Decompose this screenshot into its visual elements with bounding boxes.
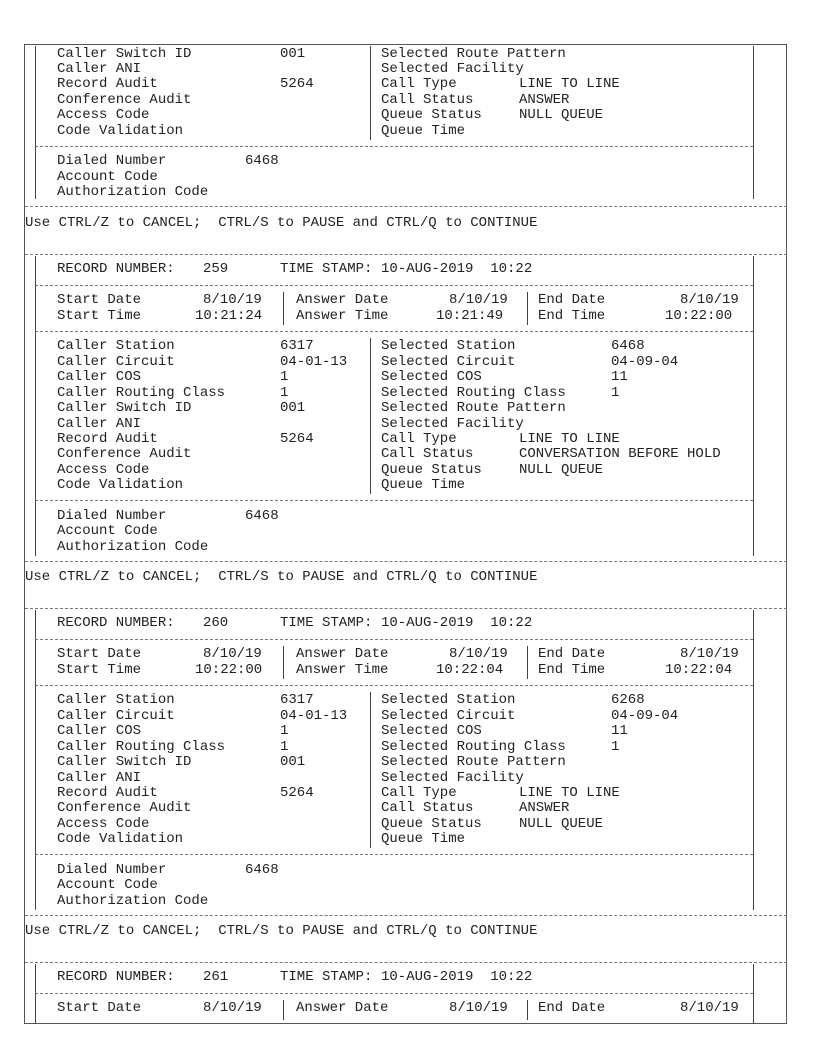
call-type-label: Call Type [381, 431, 457, 447]
caller-cos-label: Caller COS [57, 369, 142, 385]
separator-line [35, 500, 753, 501]
dialed-number-label: Dialed Number [57, 508, 167, 524]
separator-line [35, 146, 753, 147]
answer-time-value: 10:22:04 [436, 662, 504, 678]
caller-station-value: 6317 [280, 692, 314, 708]
end-date-label: End Date [538, 646, 606, 662]
caller-station-label: Caller Station [57, 692, 175, 708]
time-stamp-label: TIME STAMP: [280, 615, 373, 631]
call-status-value: ANSWER [519, 92, 570, 108]
caller-cos-value: 1 [280, 369, 289, 385]
selected-station-value: 6468 [611, 338, 645, 354]
selected-cos-label: Selected COS [381, 723, 482, 739]
caller-routing-class-value: 1 [280, 385, 289, 401]
record-audit-value: 5264 [280, 431, 314, 447]
selected-cos-value: 11 [611, 723, 628, 739]
start-date-label: Start Date [57, 1000, 142, 1016]
selected-route-pattern-label: Selected Route Pattern [381, 400, 566, 416]
conference-audit-label: Conference Audit [57, 800, 192, 816]
column-divider [527, 292, 528, 325]
end-date-value: 8/10/19 [680, 646, 739, 662]
end-time-label: End Time [538, 308, 606, 324]
selected-facility-label: Selected Facility [381, 61, 524, 77]
record-number-label: RECORD NUMBER: [57, 261, 175, 277]
account-code-label: Account Code [57, 523, 158, 539]
column-divider [283, 292, 284, 325]
selected-facility-label: Selected Facility [381, 770, 524, 786]
caller-circuit-value: 04-01-13 [280, 354, 348, 370]
box-border [35, 610, 36, 910]
authorization-code-label: Authorization Code [57, 184, 209, 200]
end-date-value: 8/10/19 [680, 292, 739, 308]
answer-date-label: Answer Date [296, 292, 389, 308]
code-validation-label: Code Validation [57, 831, 184, 847]
selected-station-label: Selected Station [381, 692, 516, 708]
selected-routing-class-label: Selected Routing Class [381, 385, 566, 401]
call-type-label: Call Type [381, 76, 457, 92]
dialed-number-value: 6468 [245, 862, 279, 878]
answer-date-value: 8/10/19 [449, 646, 508, 662]
column-divider [283, 1000, 284, 1020]
selected-circuit-value: 04-09-04 [611, 708, 679, 724]
answer-date-label: Answer Date [296, 646, 389, 662]
selected-routing-class-value: 1 [611, 739, 620, 755]
time-stamp-value: 10-AUG-2019 10:22 [381, 615, 533, 631]
caller-switch-id-value: 001 [280, 400, 306, 416]
column-divider [370, 46, 371, 140]
record-number-value: 261 [203, 969, 229, 985]
queue-status-value: NULL QUEUE [519, 816, 604, 832]
call-type-value: LINE TO LINE [519, 785, 620, 801]
box-border [753, 964, 754, 1024]
authorization-code-label: Authorization Code [57, 539, 209, 555]
separator-line [35, 854, 753, 855]
start-time-value: 10:22:00 [195, 662, 263, 678]
conference-audit-label: Conference Audit [57, 92, 192, 108]
separator-line [25, 915, 787, 916]
call-status-value: CONVERSATION BEFORE HOLD [519, 446, 721, 462]
caller-routing-class-value: 1 [280, 739, 289, 755]
record-number-value: 259 [203, 261, 229, 277]
box-border [753, 46, 754, 199]
conference-audit-label: Conference Audit [57, 446, 192, 462]
box-border [753, 610, 754, 910]
access-code-label: Access Code [57, 816, 150, 832]
separator-line [25, 206, 787, 207]
selected-cos-value: 11 [611, 369, 628, 385]
caller-circuit-label: Caller Circuit [57, 354, 175, 370]
queue-status-value: NULL QUEUE [519, 462, 604, 478]
account-code-label: Account Code [57, 169, 158, 185]
separator-line [35, 285, 753, 286]
caller-switch-id-value: 001 [280, 46, 306, 62]
caller-switch-id-label: Caller Switch ID [57, 754, 192, 770]
caller-ani-label: Caller ANI [57, 770, 142, 786]
caller-switch-id-label: Caller Switch ID [57, 400, 192, 416]
queue-status-label: Queue Status [381, 816, 482, 832]
answer-date-value: 8/10/19 [449, 1000, 508, 1016]
caller-circuit-value: 04-01-13 [280, 708, 348, 724]
end-date-value: 8/10/19 [680, 1000, 739, 1016]
selected-route-pattern-label: Selected Route Pattern [381, 754, 566, 770]
record-audit-label: Record Audit [57, 785, 158, 801]
record-audit-label: Record Audit [57, 431, 158, 447]
time-stamp-value: 10-AUG-2019 10:22 [381, 969, 533, 985]
column-divider [527, 1000, 528, 1020]
caller-station-value: 6317 [280, 338, 314, 354]
column-divider [527, 646, 528, 679]
selected-facility-label: Selected Facility [381, 416, 524, 432]
end-date-label: End Date [538, 292, 606, 308]
caller-cos-value: 1 [280, 723, 289, 739]
code-validation-label: Code Validation [57, 477, 184, 493]
record-number-label: RECORD NUMBER: [57, 615, 175, 631]
selected-routing-class-label: Selected Routing Class [381, 739, 566, 755]
call-type-value: LINE TO LINE [519, 76, 620, 92]
column-divider [370, 692, 371, 848]
time-stamp-value: 10-AUG-2019 10:22 [381, 261, 533, 277]
end-date-label: End Date [538, 1000, 606, 1016]
queue-status-label: Queue Status [381, 462, 482, 478]
answer-date-value: 8/10/19 [449, 292, 508, 308]
column-divider [370, 338, 371, 494]
selected-circuit-label: Selected Circuit [381, 354, 516, 370]
start-date-label: Start Date [57, 292, 142, 308]
answer-date-label: Answer Date [296, 1000, 389, 1016]
separator-line [25, 561, 787, 562]
control-hint-text: Use CTRL/Z to CANCEL; CTRL/S to PAUSE and CTRL/Q to CONTINUE [25, 215, 538, 231]
record-number-value: 260 [203, 615, 229, 631]
time-stamp-label: TIME STAMP: [280, 261, 373, 277]
start-date-value: 8/10/19 [203, 1000, 262, 1016]
selected-station-label: Selected Station [381, 338, 516, 354]
dialed-number-label: Dialed Number [57, 862, 167, 878]
queue-status-label: Queue Status [381, 107, 482, 123]
control-hint-text: Use CTRL/Z to CANCEL; CTRL/S to PAUSE and CTRL/Q to CONTINUE [25, 923, 538, 939]
record-audit-label: Record Audit [57, 76, 158, 92]
answer-time-label: Answer Time [296, 662, 389, 678]
separator-line [35, 685, 753, 686]
caller-routing-class-label: Caller Routing Class [57, 739, 226, 755]
separator-line [35, 993, 753, 994]
end-time-value: 10:22:00 [665, 308, 733, 324]
start-time-label: Start Time [57, 662, 142, 678]
caller-routing-class-label: Caller Routing Class [57, 385, 226, 401]
access-code-label: Access Code [57, 462, 150, 478]
box-border [753, 256, 754, 556]
dialed-number-value: 6468 [245, 153, 279, 169]
selected-routing-class-value: 1 [611, 385, 620, 401]
control-hint-text: Use CTRL/Z to CANCEL; CTRL/S to PAUSE and CTRL/Q to CONTINUE [25, 569, 538, 585]
caller-switch-id-label: Caller Switch ID [57, 46, 192, 62]
selected-circuit-label: Selected Circuit [381, 708, 516, 724]
dialed-number-label: Dialed Number [57, 153, 167, 169]
box-border [35, 964, 36, 1024]
separator-line [25, 254, 787, 255]
answer-time-value: 10:21:49 [436, 308, 504, 324]
box-border [35, 46, 36, 199]
caller-cos-label: Caller COS [57, 723, 142, 739]
separator-line [25, 962, 787, 963]
record-audit-value: 5264 [280, 785, 314, 801]
column-divider [283, 646, 284, 679]
queue-status-value: NULL QUEUE [519, 107, 604, 123]
queue-time-label: Queue Time [381, 123, 466, 139]
call-type-label: Call Type [381, 785, 457, 801]
call-status-value: ANSWER [519, 800, 570, 816]
start-date-value: 8/10/19 [203, 646, 262, 662]
separator-line [25, 608, 787, 609]
time-stamp-label: TIME STAMP: [280, 969, 373, 985]
account-code-label: Account Code [57, 877, 158, 893]
call-status-label: Call Status [381, 800, 474, 816]
dialed-number-value: 6468 [245, 508, 279, 524]
call-type-value: LINE TO LINE [519, 431, 620, 447]
queue-time-label: Queue Time [381, 831, 466, 847]
authorization-code-label: Authorization Code [57, 893, 209, 909]
selected-circuit-value: 04-09-04 [611, 354, 679, 370]
call-status-label: Call Status [381, 92, 474, 108]
separator-line [35, 331, 753, 332]
box-border [35, 256, 36, 556]
selected-station-value: 6268 [611, 692, 645, 708]
start-date-value: 8/10/19 [203, 292, 262, 308]
start-time-label: Start Time [57, 308, 142, 324]
caller-switch-id-value: 001 [280, 754, 306, 770]
caller-ani-label: Caller ANI [57, 416, 142, 432]
code-validation-label: Code Validation [57, 123, 184, 139]
start-date-label: Start Date [57, 646, 142, 662]
caller-ani-label: Caller ANI [57, 61, 142, 77]
record-number-label: RECORD NUMBER: [57, 969, 175, 985]
queue-time-label: Queue Time [381, 477, 466, 493]
caller-circuit-label: Caller Circuit [57, 708, 175, 724]
selected-route-pattern-label: Selected Route Pattern [381, 46, 566, 62]
selected-cos-label: Selected COS [381, 369, 482, 385]
access-code-label: Access Code [57, 107, 150, 123]
end-time-value: 10:22:04 [665, 662, 733, 678]
start-time-value: 10:21:24 [195, 308, 263, 324]
separator-line [35, 639, 753, 640]
answer-time-label: Answer Time [296, 308, 389, 324]
call-status-label: Call Status [381, 446, 474, 462]
caller-station-label: Caller Station [57, 338, 175, 354]
record-audit-value: 5264 [280, 76, 314, 92]
end-time-label: End Time [538, 662, 606, 678]
